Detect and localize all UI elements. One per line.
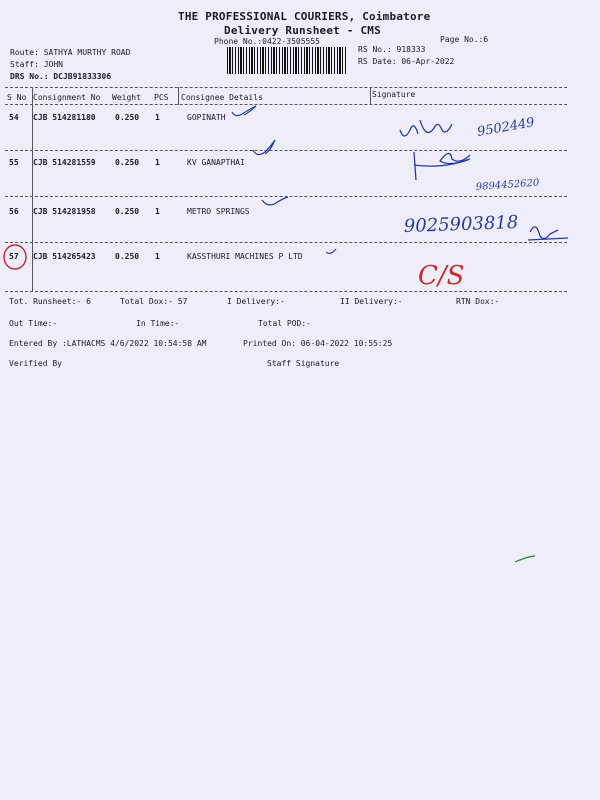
row-consignment: CJB 514281958 — [33, 207, 96, 216]
tick-mark — [326, 249, 336, 253]
row-sno: 57 — [9, 252, 19, 261]
column-header-weight: Weight — [112, 93, 141, 102]
printed-on: Printed On: 06-04-2022 10:55:25 — [243, 339, 393, 348]
row-weight: 0.250 — [115, 207, 140, 216]
row-consignment: CJB 514281180 — [33, 113, 96, 122]
page-number: Page No.:6 — [440, 35, 489, 44]
handwritten-phone-row2: 9894452620 — [475, 177, 540, 193]
row-pcs: 1 — [155, 207, 160, 216]
row-sno: 55 — [9, 158, 19, 167]
entered-by: Entered By :LATHACMS 4/6/2022 10:54:58 AM — [9, 339, 207, 348]
column-header-sno: S No — [7, 93, 27, 102]
total-dox: Total Dox:- 57 — [120, 297, 188, 306]
total-runsheet: Tot. Runsheet:- 6 — [9, 297, 91, 306]
rs-number: RS No.: 918333 — [358, 45, 426, 54]
row-pcs: 1 — [155, 158, 160, 167]
row-sno: 56 — [9, 207, 19, 216]
handwritten-cs-note: C/S — [418, 261, 465, 291]
drs-number: DRS No.: DCJB91833306 — [10, 72, 112, 81]
handwritten-phone-row3: 9025903818 — [403, 212, 519, 237]
i-delivery: I Delivery:- — [227, 297, 285, 306]
tick-mark — [232, 106, 256, 116]
signature-scribble — [400, 120, 452, 136]
signature-scribble — [528, 227, 568, 240]
signature-scribble — [414, 152, 470, 180]
row-consignee: KV GANAPTHAI — [187, 158, 245, 167]
column-header-pcs: PCS — [154, 93, 169, 102]
row-consignee: KASSTHURI MACHINES P LTD — [187, 252, 303, 261]
company-name: THE PROFESSIONAL COURIERS, Coimbatore — [178, 10, 431, 23]
total-pod: Total POD:- — [258, 319, 311, 328]
row-sno: 54 — [9, 113, 19, 122]
column-header-consignment: Consignment No — [33, 93, 101, 102]
row-weight: 0.250 — [115, 158, 140, 167]
row-weight: 0.250 — [115, 113, 140, 122]
row-pcs: 1 — [155, 252, 160, 261]
column-header-consignee: Consignee Details — [181, 93, 263, 102]
column-header-signature: Signature — [372, 90, 416, 99]
document-title: Delivery Runsheet - CMS — [224, 24, 381, 37]
row-weight: 0.250 — [115, 252, 140, 261]
verified-by: Verified By — [9, 359, 62, 368]
red-circle-mark — [4, 245, 26, 269]
row-consignee: METRO SPRINGS — [187, 207, 250, 216]
row-consignee: GOPINATH — [187, 113, 226, 122]
phone-number: Phone No.:0422-3505555 — [214, 37, 320, 46]
out-time: Out Time:- — [9, 319, 58, 328]
staff-signature: Staff Signature — [267, 359, 340, 368]
tick-mark — [262, 197, 288, 205]
rtn-dox: RTN Dox:- — [456, 297, 500, 306]
route: Route: SATHYA MURTHY ROAD — [10, 48, 131, 57]
pen-stroke — [515, 556, 535, 562]
in-time: In Time:- — [136, 319, 180, 328]
row-consignment: CJB 514265423 — [33, 252, 96, 261]
row-consignment: CJB 514281559 — [33, 158, 96, 167]
ii-delivery: II Delivery:- — [340, 297, 403, 306]
tick-mark — [253, 140, 275, 155]
handwritten-phone-row1: 9502449 — [476, 115, 536, 140]
staff: Staff: JOHN — [10, 60, 63, 69]
rs-date: RS Date: 06-Apr-2022 — [358, 57, 455, 66]
row-pcs: 1 — [155, 113, 160, 122]
